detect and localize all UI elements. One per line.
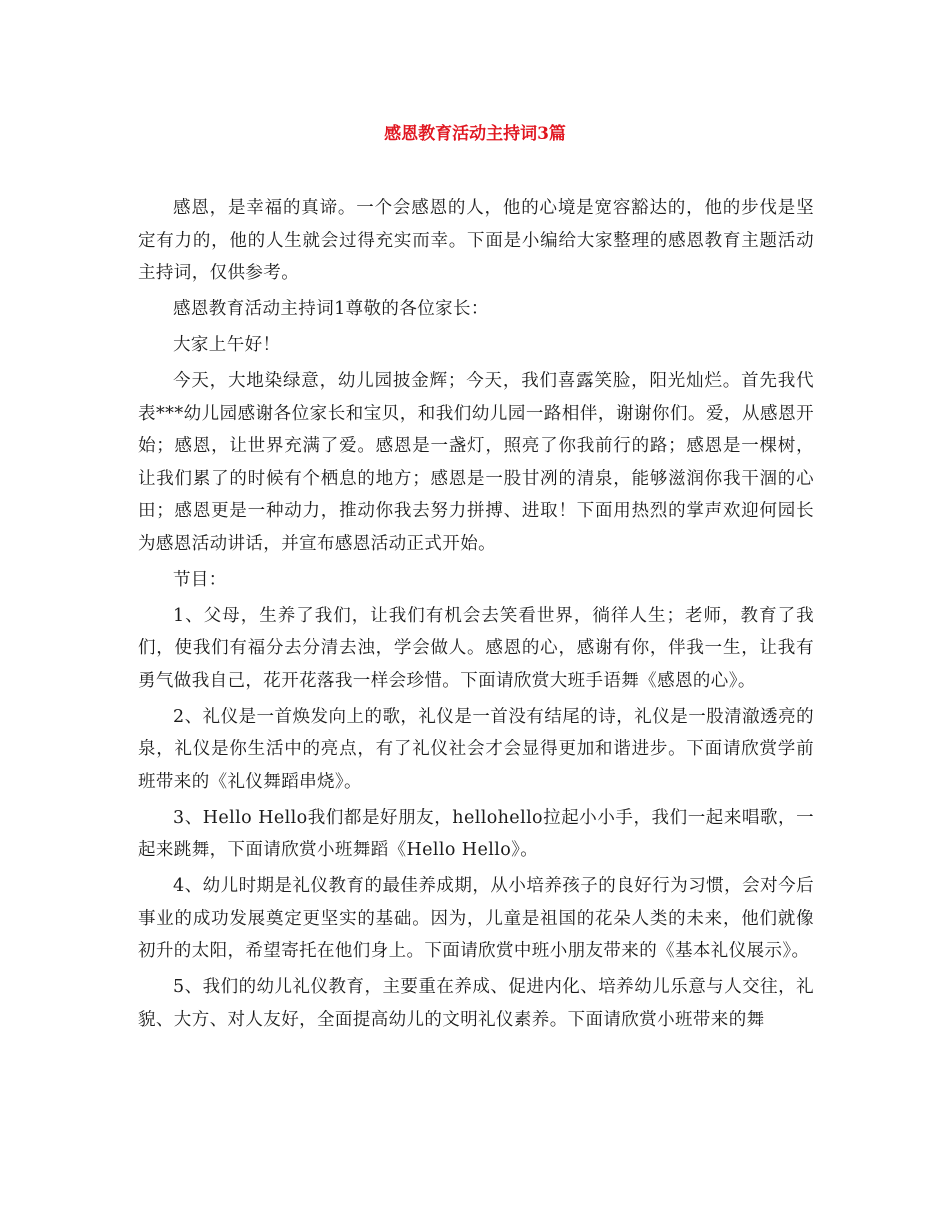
paragraph-salutation: 感恩教育活动主持词1尊敬的各位家长： <box>173 299 489 319</box>
document-body <box>138 192 814 1040</box>
paragraph-program-item-2: 2、礼仪是一首焕发向上的歌，礼仪是一首没有结尾的诗，礼仪是一股清澈透亮的泉，礼仪是你生活中的亮点，有了礼仪社会才会显得更加和谐进步。下面请欣赏学前班带来的《礼仪舞蹈串烧》。 <box>138 706 814 792</box>
document-title: 感恩教育活动主持词3篇 <box>384 124 566 144</box>
paragraph-opening-speech: 今天，大地染绿意，幼儿园披金辉；今天，我们喜露笑脸，阳光灿烂。首先我代表***幼儿园感谢各位家长和宝贝，和我们幼儿园一路相伴，谢谢你们。爱，从感恩开始；感恩，让世界充满了爱。感恩是一盏灯，照亮了你我前行的路；感恩是一棵树，让我们累了的时候有个栖息的地方；感恩是一股甘冽的清泉，能够滋润你我干涸的心田；感恩更是一种动力，推动你我去努力拼搏、进取！下面用热烈的掌声欢迎何园长为感恩活动讲话，并宣布感恩活动正式开始。 <box>138 371 814 554</box>
paragraph-program-item-4: 4、幼儿时期是礼仪教育的最佳养成期，从小培养孩子的良好行为习惯，会对今后事业的成功发展奠定更坚实的基础。因为，儿童是祖国的花朵人类的未来，他们就像初升的太阳，希望寄托在他们身上。下面请欣赏中班小朋友带来的《基本礼仪展示》。 <box>138 876 814 961</box>
paragraph-program-item-3: 3、Hello Hello我们都是好朋友，hellohello拉起小小手，我们一起来唱歌，一起来跳舞，下面请欣赏小班舞蹈《Hello Hello》。 <box>138 807 814 860</box>
paragraph-program-heading: 节目： <box>173 569 227 590</box>
paragraph-program-item-1: 1、父母，生养了我们，让我们有机会去笑看世界，徜徉人生；老师，教育了我们，使我们有福分去分清去浊，学会做人。感恩的心，感谢有你，伴我一生，让我有勇气做我自己，花开花落我一样会珍惜。下面请欣赏大班手语舞《感恩的心》。 <box>138 605 814 691</box>
paragraph-intro: 感恩，是幸福的真谛。一个会感恩的人，他的心境是宽容豁达的，他的步伐是坚定有力的，他的人生就会过得充实而幸。下面是小编给大家整理的感恩教育主题活动主持词，仅供参考。 <box>138 198 814 283</box>
paragraph-greeting: 大家上午好！ <box>173 335 281 355</box>
paragraph-program-item-5: 5、我们的幼儿礼仪教育，主要重在养成、促进内化、培养幼儿乐意与人交往，礼貌、大方、对人友好，全面提高幼儿的文明礼仪素养。下面请欣赏小班带来的舞 <box>138 977 814 1030</box>
